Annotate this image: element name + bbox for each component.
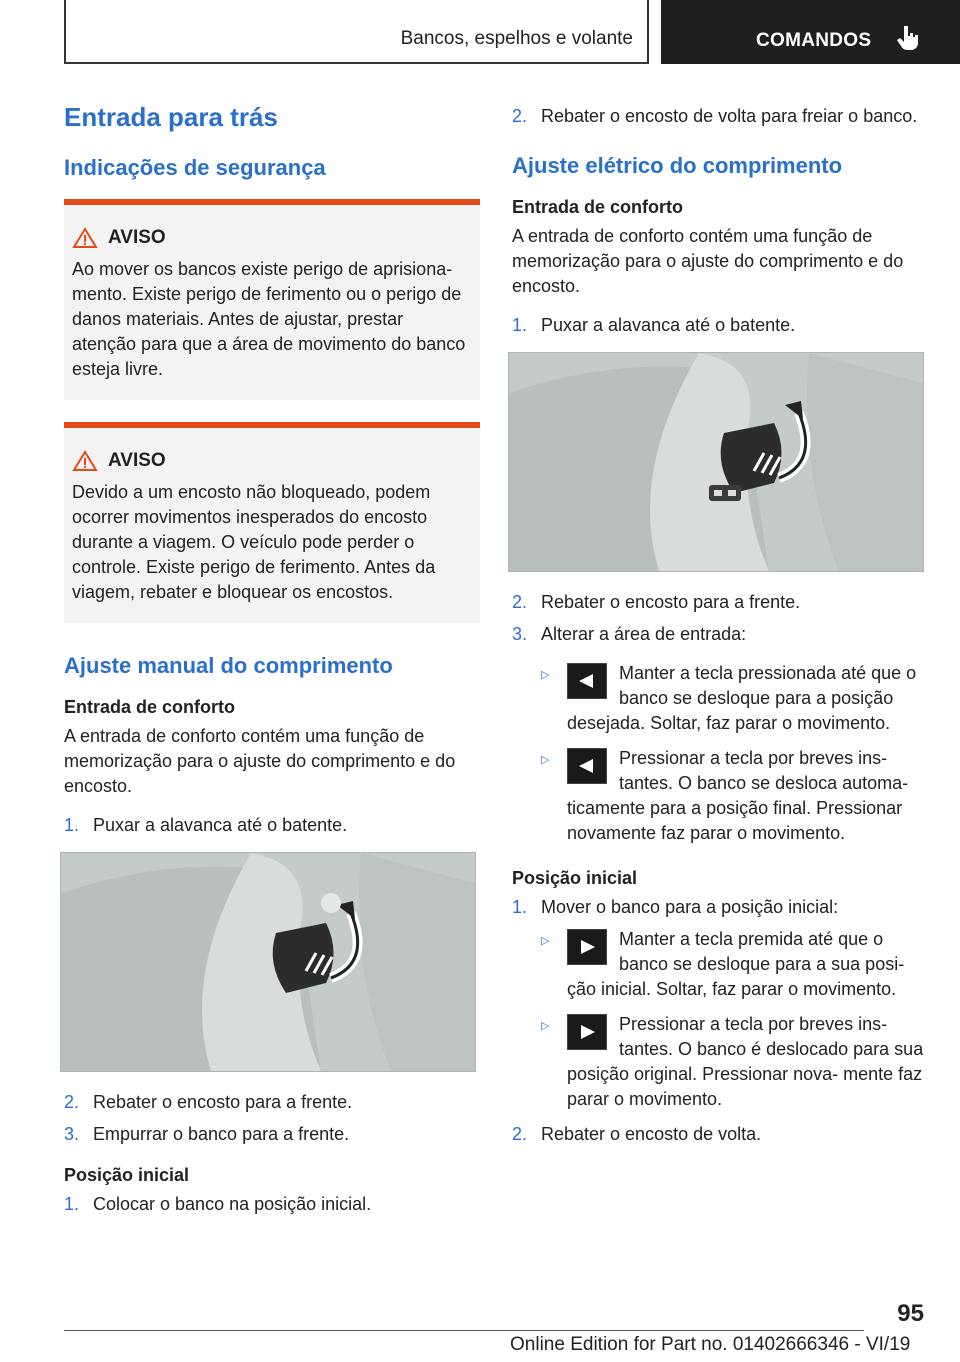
seat-lever-illustration bbox=[61, 853, 475, 1071]
left-column bbox=[64, 100, 480, 1231]
seat-lever-photo bbox=[60, 852, 476, 1072]
list-item: 2. Rebater o encosto para a frente. bbox=[512, 592, 801, 612]
list-item: ▷ Manter a tecla pressionada até que o banco se desloque para a posição desejada. Soltar, faz parar o movimento. bbox=[541, 661, 924, 736]
right-column bbox=[512, 100, 924, 1161]
comfort-entry-text: A entrada de conforto contém uma função de memorização para o ajuste do comprimento e do encosto. bbox=[64, 726, 456, 796]
list-item: 3. Empurrar o banco para a frente. bbox=[64, 1124, 350, 1144]
warning-box-1 bbox=[64, 199, 480, 400]
list-item: 2. Rebater o encosto de volta. bbox=[512, 1124, 762, 1144]
triangle-bullet-icon: ▷ bbox=[541, 754, 550, 766]
hand-pointer-icon bbox=[896, 24, 922, 52]
step-list bbox=[512, 590, 924, 647]
triangle-bullet-icon: ▷ bbox=[541, 1020, 550, 1032]
list-item: ▷ Pressionar a tecla por breves ins- tantes. O banco é deslocado para sua posição original. Pressionar nova- mente faz parar o movimento. bbox=[541, 1012, 924, 1112]
warning-box-2 bbox=[64, 422, 480, 623]
header-section-box bbox=[64, 0, 649, 64]
triangle-bullet-icon: ▷ bbox=[541, 935, 550, 947]
step-list bbox=[64, 813, 480, 838]
list-item: 1. Mover o banco para a posição inicial: bbox=[512, 897, 839, 917]
list-item: 3. Alterar a área de entrada: bbox=[512, 624, 747, 644]
section-heading-rear-entry: Entrada para trás bbox=[64, 102, 278, 132]
footer-edition: Online Edition for Part no. 01402666346 - VI/19 bbox=[510, 1334, 911, 1355]
comfort-entry-heading: Entrada de conforto bbox=[512, 197, 684, 217]
initial-position-heading: Posição inicial bbox=[512, 868, 638, 888]
warning-title: AVISO bbox=[108, 227, 166, 248]
arrow-left-key-icon bbox=[567, 663, 607, 699]
step-list bbox=[64, 1192, 480, 1217]
chapter-tab-label: COMANDOS bbox=[756, 30, 872, 51]
warning-triangle-icon bbox=[72, 450, 98, 472]
list-item: 1. Colocar o banco na posição inicial. bbox=[64, 1194, 372, 1214]
list-item: 2. Rebater o encosto de volta para freiar o banco. bbox=[512, 106, 918, 126]
list-item: 1. Puxar a alavanca até o batente. bbox=[64, 815, 348, 835]
list-item: 2. Rebater o encosto para a frente. bbox=[64, 1092, 353, 1112]
step-list bbox=[512, 313, 924, 338]
warning-title: AVISO bbox=[108, 450, 166, 471]
comfort-entry-heading: Entrada de conforto bbox=[64, 697, 236, 717]
seat-lever-electric-illustration bbox=[509, 353, 923, 571]
step-list bbox=[512, 104, 924, 129]
list-item: ▷ Pressionar a tecla por breves ins- tantes. O banco se desloca automa- ticamente para a posição final. Pressionar novamente faz parar o movimento. bbox=[541, 746, 924, 846]
initial-position-heading: Posição inicial bbox=[64, 1165, 190, 1185]
step-list bbox=[512, 1122, 924, 1147]
arrow-right-key-icon bbox=[567, 929, 607, 965]
section-title: Bancos, espelhos e volante bbox=[400, 28, 633, 49]
footer-divider bbox=[64, 1330, 864, 1331]
arrow-right-key-icon bbox=[567, 1014, 607, 1050]
seat-lever-photo-electric bbox=[508, 352, 924, 572]
step-list bbox=[64, 1090, 480, 1147]
list-item: 1. Puxar a alavanca até o batente. bbox=[512, 315, 796, 335]
arrow-left-key-icon bbox=[567, 748, 607, 784]
manual-length-heading: Ajuste manual do comprimento bbox=[64, 653, 393, 678]
comfort-entry-text: A entrada de conforto contém uma função de memorização para o ajuste do comprimento e do encosto. bbox=[512, 226, 904, 296]
chapter-tab[interactable] bbox=[661, 0, 960, 64]
safety-heading: Indicações de segurança bbox=[64, 155, 326, 180]
page-number: 95 bbox=[897, 1300, 924, 1327]
electric-length-heading: Ajuste elétrico do comprimento bbox=[512, 153, 843, 178]
step-list bbox=[512, 895, 924, 920]
warning-text: Devido a um encosto não bloqueado, podem ocorrer movimentos inesperados do encosto durante a viagem. O veículo pode perder o controle. Existe perigo de ferimento. Antes da viagem, rebater e bloquear os encostos. bbox=[72, 482, 436, 602]
list-item: ▷ Manter a tecla premida até que o banco se desloque para a sua posi- ção inicial. Soltar, faz parar o movimento. bbox=[541, 927, 924, 1002]
warning-text: Ao mover os bancos existe perigo de aprisiona- mento. Existe perigo de ferimento ou o perigo de danos materiais. Antes de ajustar, prestar atenção para que a área de movimento do banco esteja livre. bbox=[72, 259, 466, 379]
triangle-bullet-icon: ▷ bbox=[541, 669, 550, 681]
warning-triangle-icon bbox=[72, 227, 98, 249]
